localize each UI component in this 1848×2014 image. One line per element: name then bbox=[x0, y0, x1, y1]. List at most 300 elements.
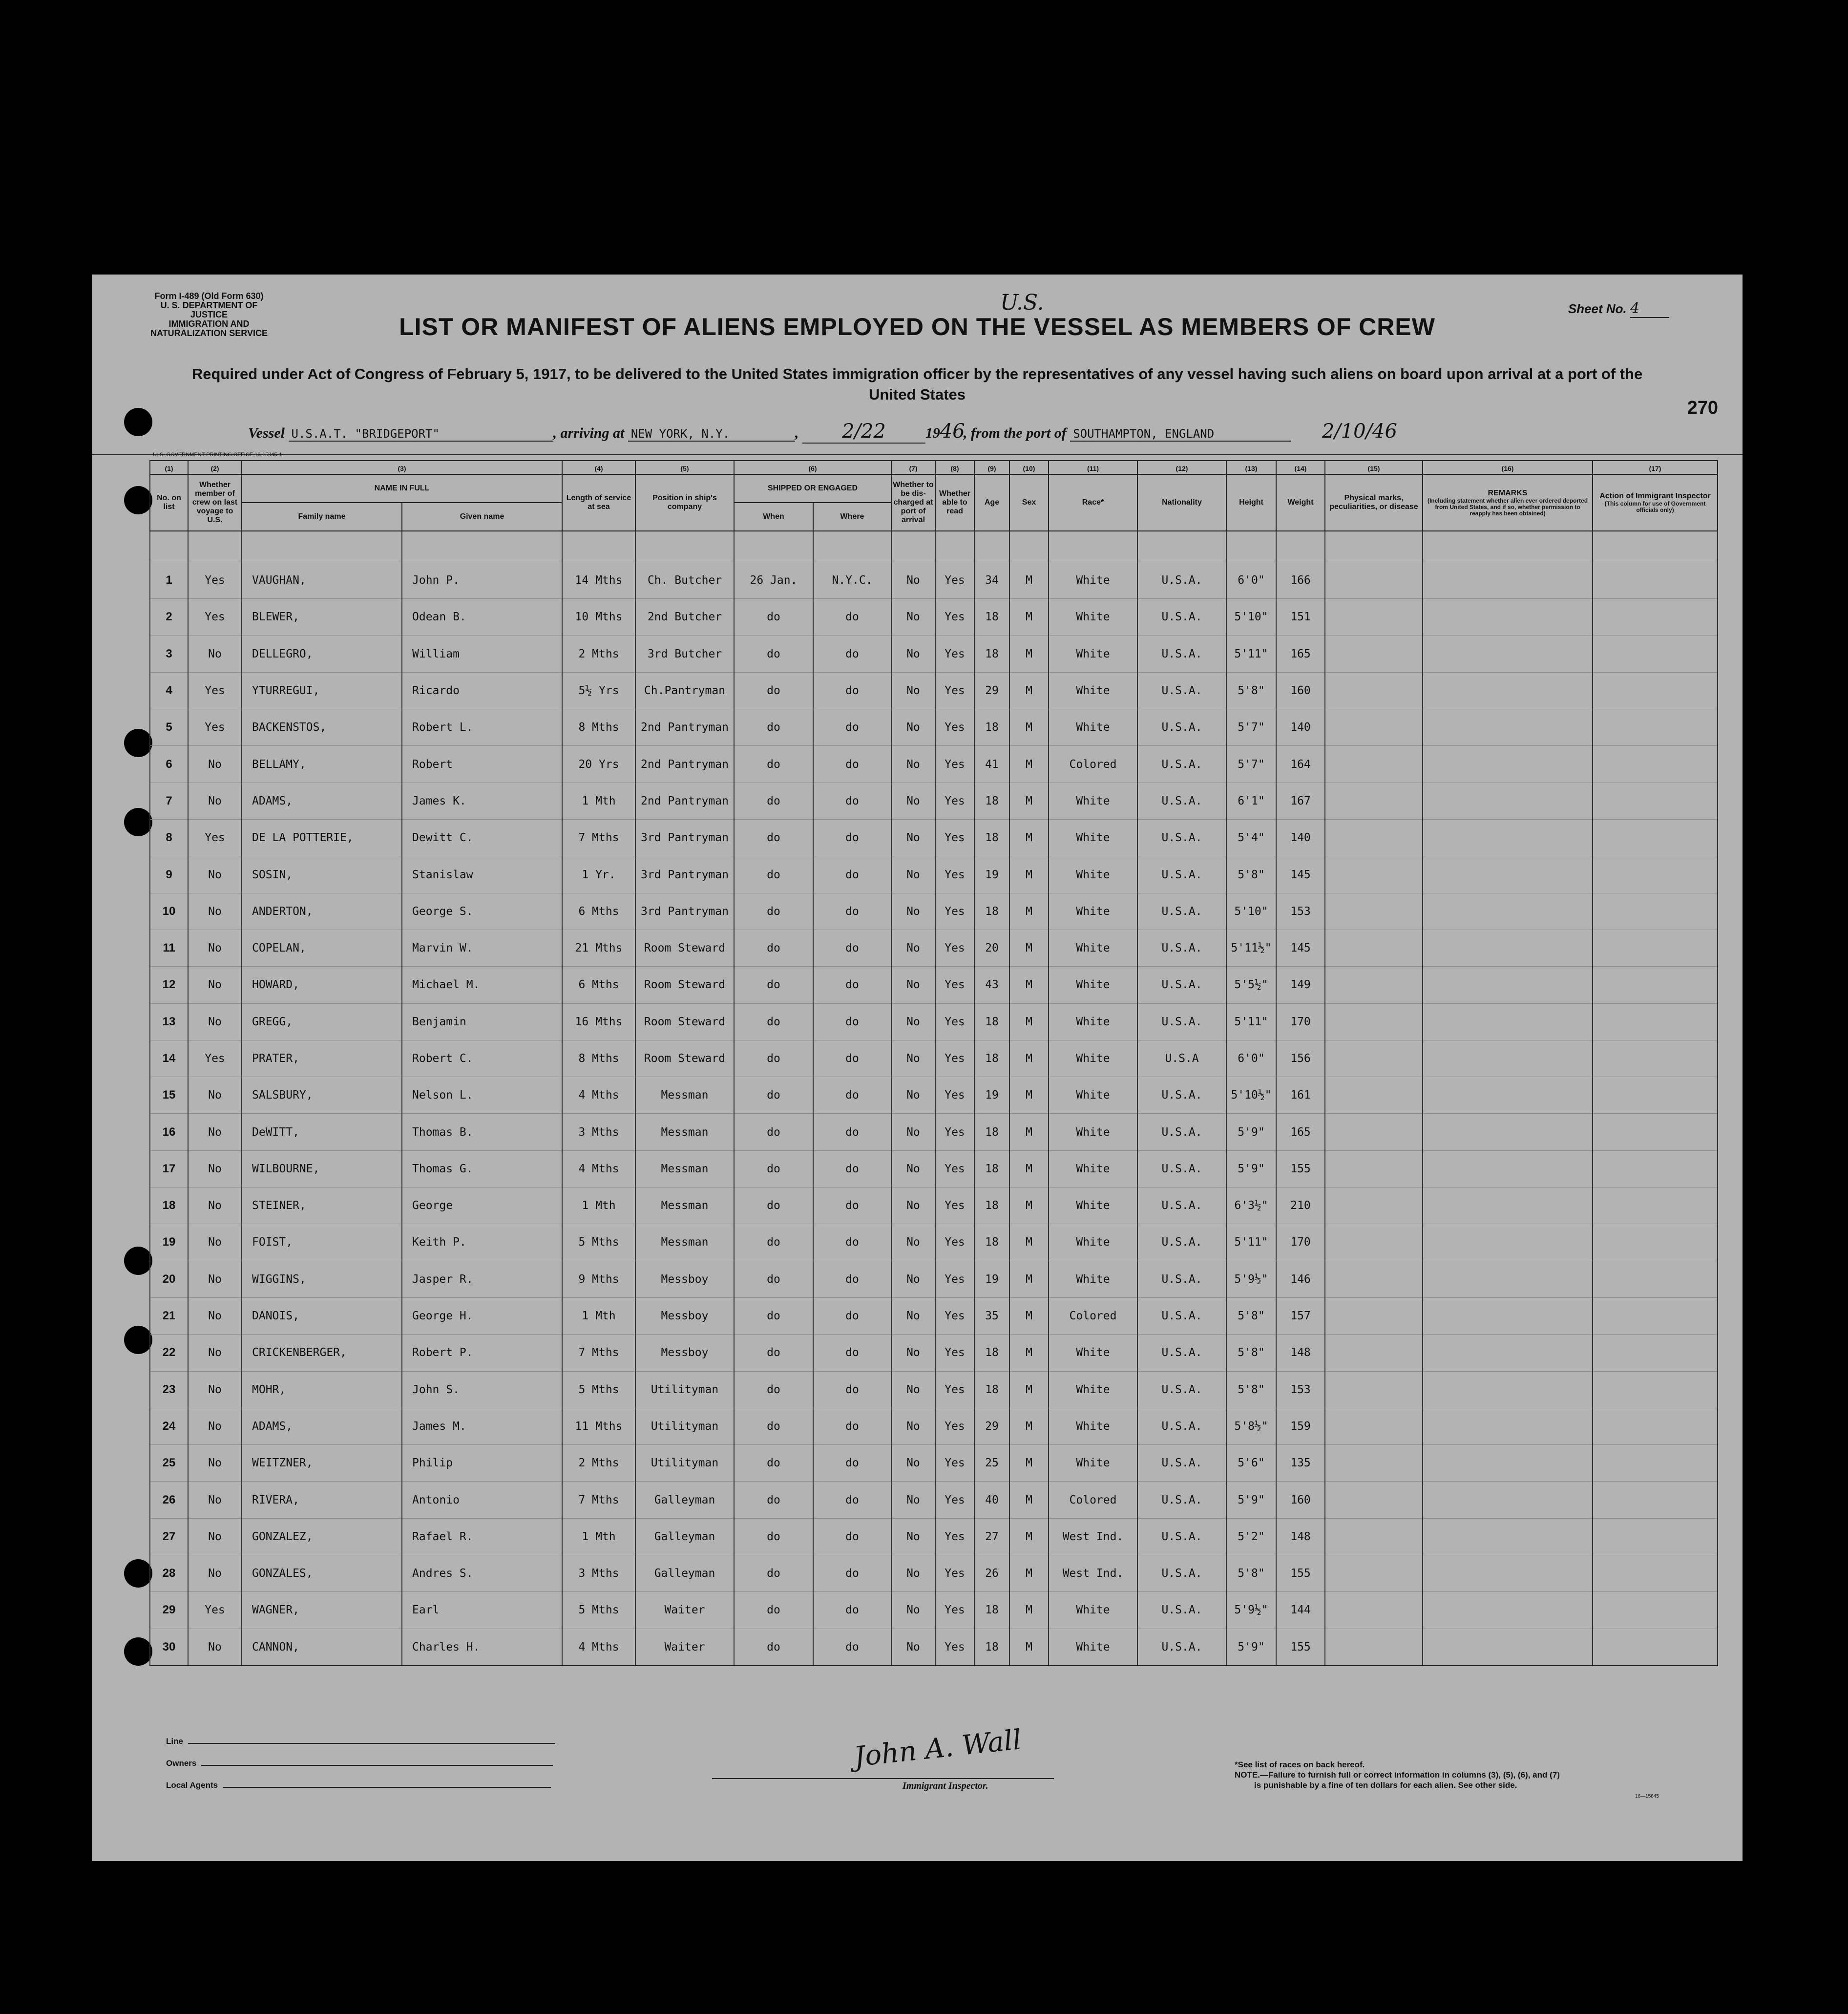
cell-can-read: Yes bbox=[935, 746, 974, 783]
cell-no: 14 bbox=[150, 1040, 188, 1077]
cell-age: 20 bbox=[974, 930, 1009, 966]
cell-height: 5'8" bbox=[1226, 672, 1276, 709]
cell-given-name: Antonio bbox=[402, 1482, 562, 1518]
cell-nationality: U.S.A. bbox=[1137, 1371, 1226, 1408]
cell-race: White bbox=[1049, 1003, 1137, 1040]
cell-height: 6'1" bbox=[1226, 783, 1276, 819]
cell-family-name: VAUGHAN, bbox=[242, 562, 402, 599]
cell-no: 13 bbox=[150, 1003, 188, 1040]
cell-discharged: No bbox=[891, 1518, 935, 1555]
col-number: (10) bbox=[1009, 461, 1049, 474]
cell-height: 5'10" bbox=[1226, 893, 1276, 930]
cell-nationality: U.S.A. bbox=[1137, 1445, 1226, 1482]
cell-empty bbox=[1325, 1261, 1423, 1297]
cell-empty bbox=[1325, 1555, 1423, 1592]
cell-when: do bbox=[734, 856, 813, 893]
cell-age: 18 bbox=[974, 1629, 1009, 1666]
header-member-last-voyage: Whether member of crew on last voyage to U.S. bbox=[188, 474, 242, 531]
cell-empty bbox=[1423, 820, 1593, 856]
cell-given-name: Michael M. bbox=[402, 967, 562, 1003]
cell-empty bbox=[1593, 1518, 1718, 1555]
service-name: IMMIGRATION AND NATURALIZATION SERVICE bbox=[150, 319, 268, 338]
cell-given-name: Rafael R. bbox=[402, 1518, 562, 1555]
cell-empty bbox=[1593, 1187, 1718, 1224]
cell-empty bbox=[1423, 636, 1593, 672]
cell-empty bbox=[1423, 1040, 1593, 1077]
cell-discharged: No bbox=[891, 1445, 935, 1482]
cell-no: 23 bbox=[150, 1371, 188, 1408]
header-nationality: Nationality bbox=[1137, 474, 1226, 531]
cell-discharged: No bbox=[891, 599, 935, 636]
cell-height: 5'8½" bbox=[1226, 1408, 1276, 1444]
cell-service: 14 Mths bbox=[562, 562, 635, 599]
cell-height: 5'9½" bbox=[1226, 1592, 1276, 1629]
cell-empty bbox=[1325, 930, 1423, 966]
cell-last-voyage: No bbox=[188, 1445, 242, 1482]
cell-nationality: U.S.A. bbox=[1137, 1224, 1226, 1261]
cell-empty bbox=[1593, 1297, 1718, 1334]
cell-given-name: Thomas G. bbox=[402, 1150, 562, 1187]
cell-position: 2nd Pantryman bbox=[635, 709, 734, 746]
cell-empty bbox=[1325, 893, 1423, 930]
header-where: Where bbox=[813, 503, 891, 531]
cell-discharged: No bbox=[891, 1335, 935, 1371]
cell-no: 29 bbox=[150, 1592, 188, 1629]
col-number: (17) bbox=[1593, 461, 1718, 474]
cell-given-name: Benjamin bbox=[402, 1003, 562, 1040]
cell-empty bbox=[1423, 1518, 1593, 1555]
cell-given-name: Philip bbox=[402, 1445, 562, 1482]
table-row bbox=[150, 1445, 1718, 1482]
punch-hole bbox=[124, 408, 152, 436]
cell-last-voyage: Yes bbox=[188, 820, 242, 856]
cell-given-name: Jasper R. bbox=[402, 1261, 562, 1297]
cell-family-name: HOWARD, bbox=[242, 967, 402, 1003]
header-sex: Sex bbox=[1009, 474, 1049, 531]
footnote-penalty-cont: is punishable by a fine of ten dollars for each alien. See other side. bbox=[1254, 1781, 1517, 1790]
table-row bbox=[150, 1224, 1718, 1261]
cell-empty bbox=[1593, 967, 1718, 1003]
cell-empty bbox=[1423, 599, 1593, 636]
cell-height: 5'6" bbox=[1226, 1445, 1276, 1482]
cell-sex: M bbox=[1009, 1408, 1049, 1444]
cell-race: White bbox=[1049, 856, 1137, 893]
cell-given-name: James K. bbox=[402, 783, 562, 819]
cell-empty bbox=[1593, 1261, 1718, 1297]
cell-position: 3rd Pantryman bbox=[635, 893, 734, 930]
cell-can-read: Yes bbox=[935, 1518, 974, 1555]
cell-can-read: Yes bbox=[935, 599, 974, 636]
cell-can-read: Yes bbox=[935, 672, 974, 709]
owners-field bbox=[166, 1759, 553, 1768]
cell-where: do bbox=[813, 1187, 891, 1224]
table-row bbox=[150, 599, 1718, 636]
cell-position: 2nd Pantryman bbox=[635, 783, 734, 819]
cell-height: 5'8" bbox=[1226, 1371, 1276, 1408]
cell-position: Waiter bbox=[635, 1592, 734, 1629]
cell-race: White bbox=[1049, 967, 1137, 1003]
cell-empty bbox=[1423, 1629, 1593, 1666]
manifest-sheet bbox=[92, 275, 1743, 1861]
cell-family-name: DE LA POTTERIE, bbox=[242, 820, 402, 856]
cell-empty bbox=[1325, 1297, 1423, 1334]
cell-position: Room Steward bbox=[635, 1003, 734, 1040]
cell-age: 35 bbox=[974, 1297, 1009, 1334]
cell-height: 5'10" bbox=[1226, 599, 1276, 636]
cell-empty bbox=[1593, 1371, 1718, 1408]
arriving-label: , arriving at bbox=[553, 425, 625, 441]
cell-when: do bbox=[734, 1555, 813, 1592]
cell-when: do bbox=[734, 893, 813, 930]
cell-where: do bbox=[813, 1077, 891, 1114]
table-row bbox=[150, 1003, 1718, 1040]
cell-race: West Ind. bbox=[1049, 1555, 1137, 1592]
cell-can-read: Yes bbox=[935, 783, 974, 819]
column-header-row bbox=[150, 474, 1718, 503]
cell-empty bbox=[1593, 1114, 1718, 1150]
cell-family-name: STEINER, bbox=[242, 1187, 402, 1224]
table-row bbox=[150, 746, 1718, 783]
cell-where: do bbox=[813, 893, 891, 930]
cell-service: 7 Mths bbox=[562, 1482, 635, 1518]
cell-discharged: No bbox=[891, 746, 935, 783]
cell-no: 20 bbox=[150, 1261, 188, 1297]
cell-given-name: Stanislaw bbox=[402, 856, 562, 893]
cell-no: 10 bbox=[150, 893, 188, 930]
cell-sex: M bbox=[1009, 1482, 1049, 1518]
cell-last-voyage: No bbox=[188, 1187, 242, 1224]
cell-age: 18 bbox=[974, 1150, 1009, 1187]
cell-race: White bbox=[1049, 1592, 1137, 1629]
cell-race: White bbox=[1049, 1150, 1137, 1187]
cell-age: 34 bbox=[974, 562, 1009, 599]
cell-weight: 165 bbox=[1276, 636, 1325, 672]
cell-last-voyage: No bbox=[188, 1003, 242, 1040]
cell-service: 1 Mth bbox=[562, 1297, 635, 1334]
cell-service: 4 Mths bbox=[562, 1629, 635, 1666]
cell-can-read: Yes bbox=[935, 1629, 974, 1666]
cell-empty bbox=[1593, 636, 1718, 672]
cell-can-read: Yes bbox=[935, 636, 974, 672]
cell-when: do bbox=[734, 1445, 813, 1482]
cell-discharged: No bbox=[891, 1482, 935, 1518]
cell-age: 18 bbox=[974, 1224, 1009, 1261]
cell-age: 18 bbox=[974, 1592, 1009, 1629]
cell-when: do bbox=[734, 783, 813, 819]
cell-empty bbox=[1325, 1592, 1423, 1629]
cell-nationality: U.S.A. bbox=[1137, 1297, 1226, 1334]
cell-height: 5'8" bbox=[1226, 1335, 1276, 1371]
cell-last-voyage: No bbox=[188, 930, 242, 966]
cell-service: 16 Mths bbox=[562, 1003, 635, 1040]
inspector-signature: John A. Wall bbox=[852, 1724, 1023, 1773]
cell-can-read: Yes bbox=[935, 1335, 974, 1371]
cell-discharged: No bbox=[891, 820, 935, 856]
cell-sex: M bbox=[1009, 636, 1049, 672]
cell-family-name: GREGG, bbox=[242, 1003, 402, 1040]
cell-sex: M bbox=[1009, 562, 1049, 599]
cell-no: 28 bbox=[150, 1555, 188, 1592]
cell-where: do bbox=[813, 1224, 891, 1261]
cell-position: Waiter bbox=[635, 1629, 734, 1666]
cell-empty bbox=[1593, 672, 1718, 709]
cell-nationality: U.S.A. bbox=[1137, 562, 1226, 599]
crew-manifest-table bbox=[149, 460, 1718, 1666]
cell-can-read: Yes bbox=[935, 820, 974, 856]
cell-sex: M bbox=[1009, 1114, 1049, 1150]
cell-last-voyage: No bbox=[188, 1482, 242, 1518]
department-name: U. S. DEPARTMENT OF JUSTICE bbox=[160, 300, 258, 319]
cell-sex: M bbox=[1009, 967, 1049, 1003]
cell-nationality: U.S.A. bbox=[1137, 746, 1226, 783]
cell-age: 41 bbox=[974, 746, 1009, 783]
table-row bbox=[150, 636, 1718, 672]
cell-age: 19 bbox=[974, 1261, 1009, 1297]
cell-age: 25 bbox=[974, 1445, 1009, 1482]
col-number: (15) bbox=[1325, 461, 1423, 474]
cell-empty bbox=[1593, 1555, 1718, 1592]
cell-age: 18 bbox=[974, 636, 1009, 672]
cell-last-voyage: No bbox=[188, 636, 242, 672]
cell-can-read: Yes bbox=[935, 1003, 974, 1040]
cell-no: 3 bbox=[150, 636, 188, 672]
cell-family-name: GONZALEZ, bbox=[242, 1518, 402, 1555]
cell-discharged: No bbox=[891, 783, 935, 819]
cell-discharged: No bbox=[891, 1297, 935, 1334]
cell-nationality: U.S.A bbox=[1137, 1040, 1226, 1077]
cell-sex: M bbox=[1009, 1518, 1049, 1555]
table-row bbox=[150, 893, 1718, 930]
cell-when: do bbox=[734, 1224, 813, 1261]
cell-given-name: Nelson L. bbox=[402, 1077, 562, 1114]
cell-weight: 167 bbox=[1276, 783, 1325, 819]
cell-where: do bbox=[813, 709, 891, 746]
cell-weight: 151 bbox=[1276, 599, 1325, 636]
header-age: Age bbox=[974, 474, 1009, 531]
cell-given-name: James M. bbox=[402, 1408, 562, 1444]
cell-no: 9 bbox=[150, 856, 188, 893]
cell-when: do bbox=[734, 672, 813, 709]
arrival-port: NEW YORK, N.Y. bbox=[628, 427, 795, 442]
agents-field bbox=[166, 1781, 551, 1790]
cell-given-name: Robert L. bbox=[402, 709, 562, 746]
cell-empty bbox=[1423, 967, 1593, 1003]
cell-height: 5'11" bbox=[1226, 636, 1276, 672]
cell-given-name: Andres S. bbox=[402, 1555, 562, 1592]
cell-empty bbox=[1593, 709, 1718, 746]
sheet-number-label: Sheet No. bbox=[1568, 301, 1627, 316]
cell-last-voyage: No bbox=[188, 1518, 242, 1555]
cell-empty bbox=[1593, 1040, 1718, 1077]
cell-where: do bbox=[813, 820, 891, 856]
cell-race: White bbox=[1049, 636, 1137, 672]
cell-weight: 165 bbox=[1276, 1114, 1325, 1150]
cell-position: Room Steward bbox=[635, 1040, 734, 1077]
cell-empty bbox=[1325, 1150, 1423, 1187]
cell-service: 1 Yr. bbox=[562, 856, 635, 893]
agents-label: Local Agents bbox=[166, 1781, 218, 1790]
table-row bbox=[150, 783, 1718, 819]
cell-can-read: Yes bbox=[935, 709, 974, 746]
cell-empty bbox=[1423, 1592, 1593, 1629]
cell-when: do bbox=[734, 930, 813, 966]
cell-family-name: RIVERA, bbox=[242, 1482, 402, 1518]
cell-race: Colored bbox=[1049, 1482, 1137, 1518]
cell-position: Messboy bbox=[635, 1335, 734, 1371]
cell-position: Utilityman bbox=[635, 1445, 734, 1482]
cell-height: 5'4" bbox=[1226, 820, 1276, 856]
cell-empty bbox=[1325, 636, 1423, 672]
cell-sex: M bbox=[1009, 783, 1049, 819]
cell-sex: M bbox=[1009, 746, 1049, 783]
cell-empty bbox=[1325, 1335, 1423, 1371]
cell-empty bbox=[1325, 1408, 1423, 1444]
cell-empty bbox=[1423, 1482, 1593, 1518]
cell-family-name: ADAMS, bbox=[242, 783, 402, 819]
cell-empty bbox=[1423, 856, 1593, 893]
cell-no: 30 bbox=[150, 1629, 188, 1666]
cell-can-read: Yes bbox=[935, 1408, 974, 1444]
cell-empty bbox=[1593, 1077, 1718, 1114]
cell-last-voyage: No bbox=[188, 1555, 242, 1592]
page-subtitle: Required under Act of Congress of February 5, 1917, to be delivered to the United States immigration officer by the representatives of any vessel having such aliens on board upon arrival at a port of the United States bbox=[191, 365, 1643, 403]
cell-sex: M bbox=[1009, 930, 1049, 966]
agents-blank bbox=[223, 1787, 551, 1788]
cell-race: Colored bbox=[1049, 746, 1137, 783]
cell-race: White bbox=[1049, 820, 1137, 856]
cell-position: 3rd Pantryman bbox=[635, 820, 734, 856]
cell-nationality: U.S.A. bbox=[1137, 1555, 1226, 1592]
cell-can-read: Yes bbox=[935, 562, 974, 599]
cell-where: do bbox=[813, 1114, 891, 1150]
cell-can-read: Yes bbox=[935, 1114, 974, 1150]
cell-race: White bbox=[1049, 1335, 1137, 1371]
cell-weight: 140 bbox=[1276, 709, 1325, 746]
cell-family-name: SALSBURY, bbox=[242, 1077, 402, 1114]
cell-when: do bbox=[734, 1297, 813, 1334]
cell-last-voyage: No bbox=[188, 1408, 242, 1444]
cell-where: do bbox=[813, 1150, 891, 1187]
cell-age: 29 bbox=[974, 1408, 1009, 1444]
header-rule bbox=[92, 454, 1743, 455]
cell-last-voyage: No bbox=[188, 967, 242, 1003]
table-row bbox=[150, 1040, 1718, 1077]
header-weight: Weight bbox=[1276, 474, 1325, 531]
cell-position: 3rd Pantryman bbox=[635, 856, 734, 893]
cell-sex: M bbox=[1009, 1040, 1049, 1077]
cell-empty bbox=[1325, 672, 1423, 709]
col-number: (9) bbox=[974, 461, 1009, 474]
cell-empty bbox=[1593, 820, 1718, 856]
cell-service: 4 Mths bbox=[562, 1150, 635, 1187]
header-length-of-service: Length of service at sea bbox=[562, 474, 635, 531]
remarks-subtitle: (Including statement whether alien ever ordered deported from United States, and if so, whether permission to reapply has been obtained) bbox=[1427, 497, 1588, 517]
cell-where: do bbox=[813, 856, 891, 893]
cell-discharged: No bbox=[891, 1371, 935, 1408]
remarks-title: REMARKS bbox=[1488, 488, 1528, 497]
cell-no: 2 bbox=[150, 599, 188, 636]
cell-family-name: DELLEGRO, bbox=[242, 636, 402, 672]
line-label: Line bbox=[166, 1737, 183, 1746]
from-port-label: , from the port of bbox=[963, 425, 1067, 441]
cell-empty bbox=[1593, 599, 1718, 636]
cell-empty bbox=[1325, 1187, 1423, 1224]
cell-where: do bbox=[813, 636, 891, 672]
cell-when: do bbox=[734, 1077, 813, 1114]
cell-last-voyage: No bbox=[188, 1335, 242, 1371]
cell-height: 5'9" bbox=[1226, 1150, 1276, 1187]
table-row bbox=[150, 1077, 1718, 1114]
cell-race: White bbox=[1049, 599, 1137, 636]
cell-empty bbox=[1423, 893, 1593, 930]
table-row bbox=[150, 1629, 1718, 1666]
header-no-on-list: No. on list bbox=[150, 474, 188, 531]
cell-when: do bbox=[734, 599, 813, 636]
cell-discharged: No bbox=[891, 1224, 935, 1261]
cell-given-name: Thomas B. bbox=[402, 1114, 562, 1150]
from-port: SOUTHAMPTON, ENGLAND bbox=[1070, 427, 1291, 442]
cell-empty bbox=[1593, 1629, 1718, 1666]
cell-discharged: No bbox=[891, 893, 935, 930]
cell-empty bbox=[1423, 1150, 1593, 1187]
cell-empty bbox=[1423, 1445, 1593, 1482]
cell-nationality: U.S.A. bbox=[1137, 599, 1226, 636]
cell-weight: 210 bbox=[1276, 1187, 1325, 1224]
col-number: (6) bbox=[734, 461, 891, 474]
table-row bbox=[150, 1482, 1718, 1518]
cell-where: do bbox=[813, 930, 891, 966]
cell-where: do bbox=[813, 672, 891, 709]
spacer-row bbox=[150, 531, 1718, 562]
cell-position: Room Steward bbox=[635, 930, 734, 966]
cell-service: 5 Mths bbox=[562, 1224, 635, 1261]
cell-discharged: No bbox=[891, 1261, 935, 1297]
cell-age: 18 bbox=[974, 1114, 1009, 1150]
cell-given-name: Robert C. bbox=[402, 1040, 562, 1077]
cell-when: do bbox=[734, 1408, 813, 1444]
cell-position: 3rd Butcher bbox=[635, 636, 734, 672]
cell-position: Utilityman bbox=[635, 1408, 734, 1444]
table-row bbox=[150, 1335, 1718, 1371]
cell-can-read: Yes bbox=[935, 1224, 974, 1261]
cell-weight: 146 bbox=[1276, 1261, 1325, 1297]
vessel-name: U.S.A.T. "BRIDGEPORT" bbox=[289, 427, 553, 442]
cell-empty bbox=[1325, 967, 1423, 1003]
cell-can-read: Yes bbox=[935, 1482, 974, 1518]
cell-family-name: WIGGINS, bbox=[242, 1261, 402, 1297]
header-race: Race* bbox=[1049, 474, 1137, 531]
cell-where: do bbox=[813, 599, 891, 636]
cell-last-voyage: No bbox=[188, 1371, 242, 1408]
table-row bbox=[150, 820, 1718, 856]
cell-empty bbox=[1423, 1187, 1593, 1224]
cell-discharged: No bbox=[891, 1114, 935, 1150]
owners-label: Owners bbox=[166, 1759, 197, 1768]
cell-service: 2 Mths bbox=[562, 636, 635, 672]
cell-height: 5'10½" bbox=[1226, 1077, 1276, 1114]
cell-height: 5'8" bbox=[1226, 1297, 1276, 1334]
table-row bbox=[150, 1555, 1718, 1592]
cell-height: 5'7" bbox=[1226, 709, 1276, 746]
table-row bbox=[150, 1150, 1718, 1187]
cell-where: do bbox=[813, 1555, 891, 1592]
cell-empty bbox=[1593, 1592, 1718, 1629]
cell-can-read: Yes bbox=[935, 967, 974, 1003]
cell-race: White bbox=[1049, 709, 1137, 746]
cell-weight: 155 bbox=[1276, 1555, 1325, 1592]
cell-position: 2nd Pantryman bbox=[635, 746, 734, 783]
cell-can-read: Yes bbox=[935, 1150, 974, 1187]
